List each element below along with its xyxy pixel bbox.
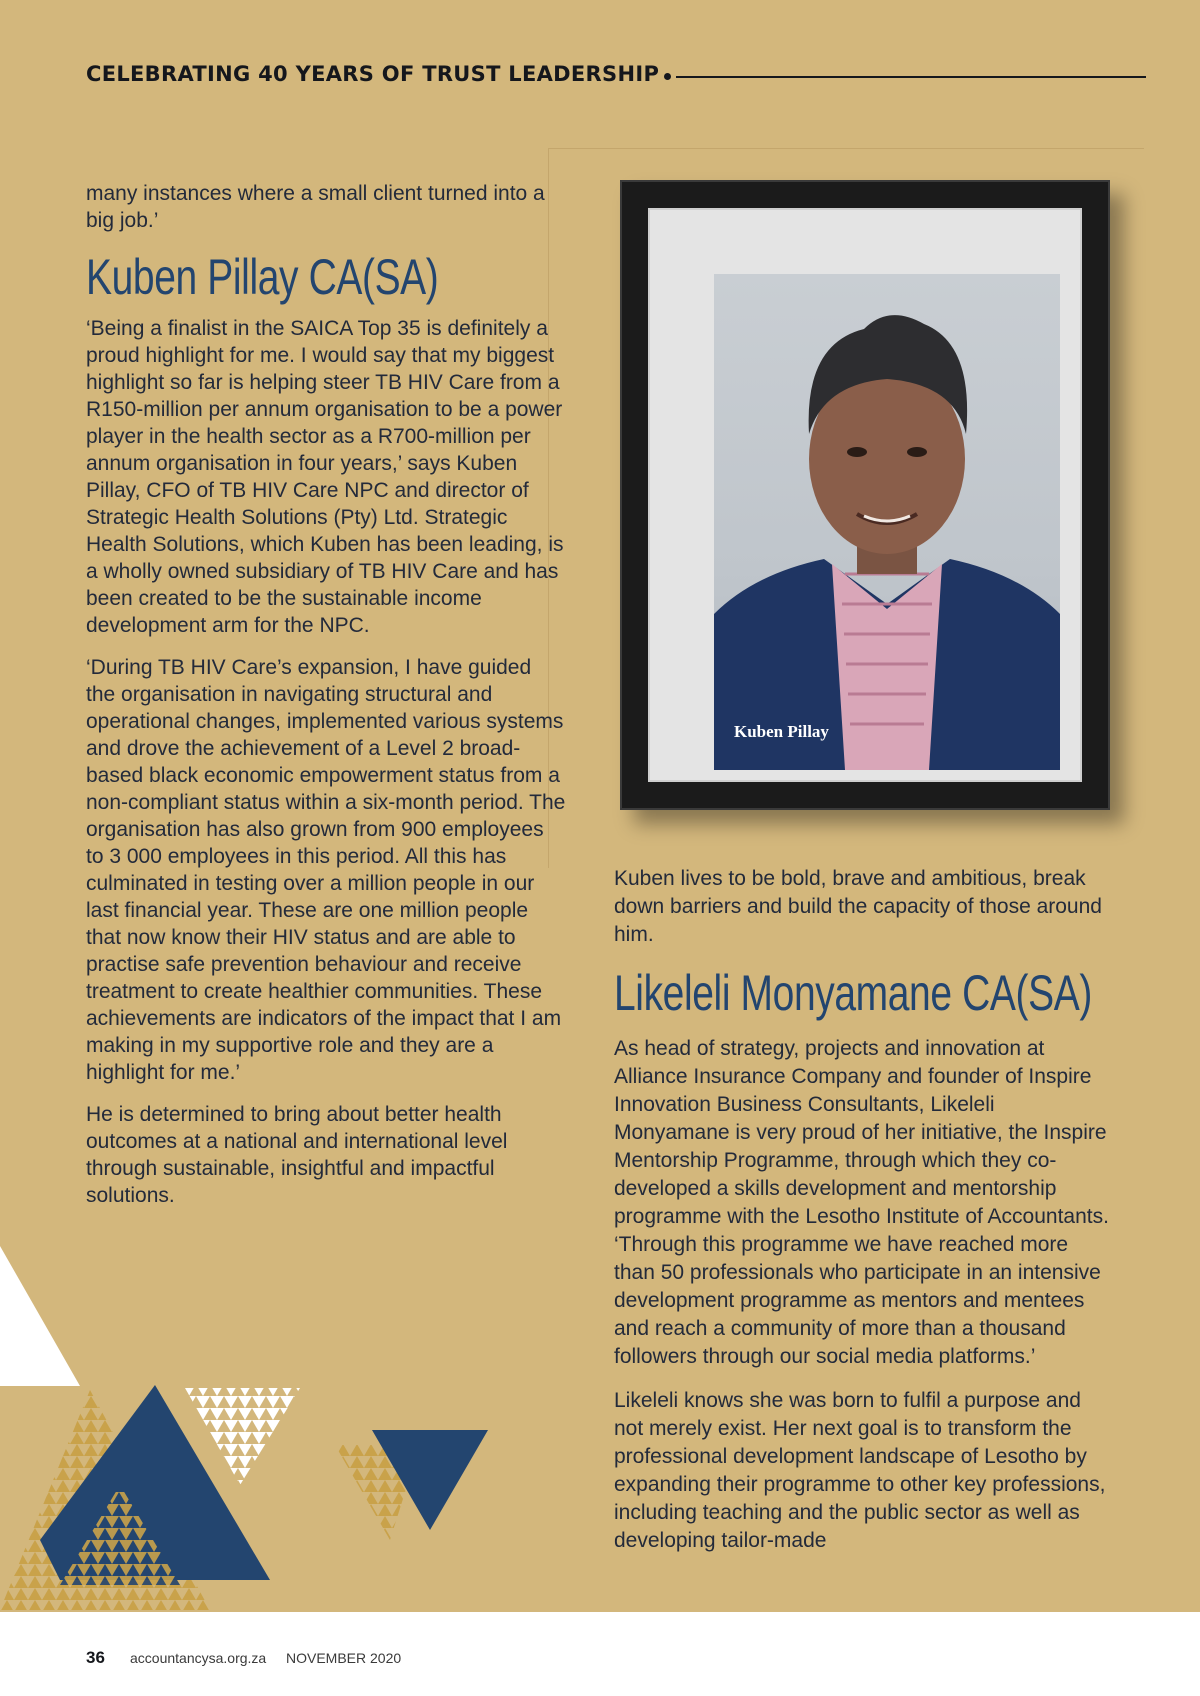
portrait-mat <box>648 208 1082 782</box>
paragraph: As head of strategy, projects and innovation at Alliance Insurance Company and founder of Inspire Innovation Business Consultants, Likeleli Monyamane is very proud of her initiative, the Inspire Mentorship Programme, through which they co-developed a skills development and mentorship programme with the Lesotho Institute of Accountants. ‘Through this programme we have reached more than 50 professionals who participate in an intensive development programme as mentors and mentees and reach a community of more than a thousand followers through our social media platforms.’ <box>614 1037 1109 1368</box>
paragraph: ‘During TB HIV Care’s expansion, I have guided the organisation in navigating structural and operational changes, implemented various systems and drove the achievement of a Level 2 broad-based black economic empowerment status from a non-compliant status within a six-month period. The organisation has also grown from 900 employees to 3 000 employees in this period. All this has culminated in testing over a million people in our last financial year. These are one million people that now know their HIV status and are able to practise safe prevention behaviour and receive treatment to create healthier communities. These achievements are indicators of the impact that I am making in my supportive role and they are a highlight for me.’ <box>86 656 566 1084</box>
footer-website: accountancysa.org.za <box>130 1650 267 1666</box>
portrait-photo <box>714 274 1060 770</box>
paragraph: Likeleli knows she was born to fulfil a purpose and not merely exist. Her next goal is to transform the professional development landscape of Lesotho by expanding their programme to other key professions, including teaching and the public sector as well as developing tailor-made <box>614 1389 1106 1552</box>
section-heading-likeleli: Likeleli Monyamane CA(SA) <box>614 965 1092 1021</box>
paragraph: He is determined to bring about better health outcomes at a national and international level through sustainable, insightful and impactful solutions. <box>86 1103 508 1207</box>
intro-continuation: many instances where a small client turned into a big job.’ <box>86 182 545 232</box>
header-rule-dot <box>664 73 671 80</box>
portrait-illustration <box>714 274 1060 770</box>
left-column <box>86 180 566 1224</box>
page-number: 36 <box>86 1648 105 1667</box>
paragraph: ‘Being a finalist in the SAICA Top 35 is definitely a proud highlight for me. I would say that my biggest highlight so far is helping steer TB HIV Care from a R150-million per annum organisation to be a power player in the health sector as a R700-million per annum organisation in four years,’ says Kuben Pillay, CFO of TB HIV Care NPC and director of Strategic Health Solutions (Pty) Ltd. Strategic Health Solutions, which Kuben has been leading, is a wholly owned subsidiary of TB HIV Care and has been created to be the sustainable income development arm for the NPC. <box>86 317 564 637</box>
divider-horizontal <box>548 148 1144 149</box>
photo-caption: Kuben Pillay <box>734 722 829 741</box>
header-title: CELEBRATING 40 YEARS OF TRUST LEADERSHIP <box>86 62 660 86</box>
page-header <box>86 62 1146 92</box>
portrait-frame <box>620 180 1110 810</box>
section-heading-kuben: Kuben Pillay CA(SA) <box>86 249 439 305</box>
paragraph: Kuben lives to be bold, brave and ambitious, break down barriers and build the capacity of those around him. <box>614 867 1102 946</box>
header-rule <box>676 76 1146 78</box>
footer-date: NOVEMBER 2020 <box>286 1650 402 1666</box>
decorative-triangles <box>0 1240 500 1620</box>
right-column <box>614 865 1114 1571</box>
